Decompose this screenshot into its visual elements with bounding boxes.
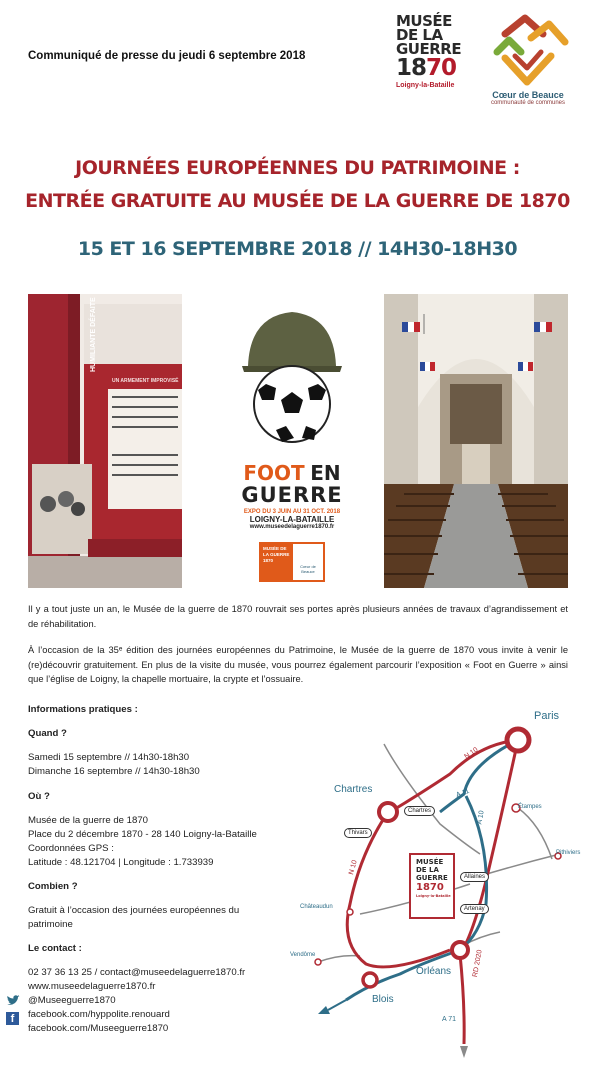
poster-mini-coeur: Cœur de Beauce	[300, 564, 316, 574]
battle-tag-allaines-label: Allaines	[464, 874, 486, 880]
map-label-pithiviers: Pithiviers	[556, 850, 581, 856]
quand-saturday: Samedi 15 septembre // 14h30-18h30	[28, 752, 190, 763]
contact-website[interactable]: www.museedelaguerre1870.fr	[28, 981, 156, 992]
facebook-link-2[interactable]: facebook.com/Museeguerre1870	[28, 1023, 169, 1034]
map-label-paris: Paris	[534, 710, 560, 722]
poster-mini-logos	[236, 542, 348, 582]
battle-tag-artenay-label: Artenay	[464, 906, 485, 912]
main-title-line1: JOURNÉES EUROPÉENNES DU PATRIMOINE :	[75, 157, 520, 179]
ou-address: Place du 2 décembre 1870 - 28 140 Loigny-la-Bataille	[28, 829, 257, 840]
church-interior-photo	[384, 294, 568, 588]
poster-mini-musee: MUSÉE DE LA GUERRE 1870	[261, 544, 293, 580]
poster-expo: EXPO DU 3 JUIN AU 31 OCT. 2018	[243, 509, 341, 515]
map-musee-logo: MUSÉE DE LA GUERRE 1870 Loigny-la-Bataille	[416, 858, 451, 898]
poster-place: LOIGNY-LA-BATAILLE	[249, 515, 335, 524]
battle-tag-thivars	[344, 828, 372, 838]
map-road-n10-left: N 10	[348, 859, 359, 876]
intro-paragraph: Il y a tout juste un an, le Musée de la guerre de 1870 rouvrait ses portes après plusieurs années de travaux d’agrandissement et de réhabilitation.	[28, 604, 568, 629]
contact-phone-email[interactable]: 02 37 36 13 25 / contact@museedelaguerre1870.fr	[28, 967, 246, 978]
map-label-etampes: Étampes	[518, 804, 542, 810]
heart-logo-icon	[485, 12, 571, 88]
combien-heading: Combien ?	[28, 881, 78, 892]
coeur-logo-sub: communauté de communes	[490, 100, 566, 106]
access-map	[290, 704, 590, 1060]
coeur-de-beauce-logo	[478, 12, 578, 116]
musee-logo-line2: DE LA	[396, 26, 443, 44]
coeur-logo-name: Cœur de Beauce	[492, 90, 564, 100]
twitter-handle[interactable]: @Museeguerre1870	[28, 995, 116, 1006]
combien-line1: Gratuit à l’occasion des journées européennes du	[28, 905, 240, 916]
ou-heading: Où ?	[28, 791, 50, 802]
map-road-a10: A 10	[476, 809, 486, 826]
map-label-orleans: Orléans	[416, 966, 452, 977]
musee-logo-year: 1870	[396, 55, 457, 81]
map-road-n10-top: N 10	[463, 746, 480, 761]
battle-tag-chartres-label: Chartres	[408, 808, 432, 814]
poster-site: www.museedelaguerre1870.fr	[249, 524, 335, 530]
event-dates: 15 ET 16 SEPTEMBRE 2018 // 14H30-18H30	[77, 238, 518, 260]
poster-title-en: EN	[310, 461, 341, 485]
battle-tag-thivars-label: Thivars	[348, 830, 368, 836]
museum-interior-photo	[28, 294, 182, 588]
ou-gps: Latitude : 48.121704 | Longitude : 1.733939	[28, 857, 214, 868]
musee-logo-line3: GUERRE	[396, 40, 462, 58]
map-label-chartres: Chartres	[334, 784, 373, 795]
poster-title-foot: FOOT	[243, 461, 305, 485]
press-release-date: Communiqué de presse du jeudi 6 septembre 2018	[28, 50, 306, 62]
musee-logo	[396, 12, 462, 110]
main-title-line2: ENTRÉE GRATUITE AU MUSÉE DE LA GUERRE DE 1870	[25, 190, 570, 212]
map-road-a71: A 71	[442, 1016, 457, 1023]
wall-text: HUMILIANTE DÉFAITE	[90, 297, 97, 372]
foot-en-guerre-poster	[236, 292, 348, 592]
ou-name: Musée de la guerre de 1870	[28, 815, 149, 826]
battle-tag-allaines	[460, 872, 489, 882]
twitter-icon	[6, 994, 20, 1006]
facebook-icon: f	[6, 1012, 19, 1025]
ou-gps-label: Coordonnées GPS :	[28, 843, 114, 854]
contact-heading: Le contact :	[28, 943, 82, 954]
map-label-blois: Blois	[372, 994, 394, 1005]
map-label-chateaudun: Châteaudun	[300, 904, 333, 910]
battle-tag-artenay	[460, 904, 489, 914]
quand-sunday: Dimanche 16 septembre // 14h30-18h30	[28, 766, 200, 777]
map-road-rd2020: RD 2020	[471, 949, 484, 978]
musee-logo-place: Loigny-la-Bataille	[396, 82, 455, 89]
musee-logo-line1: MUSÉE	[396, 12, 452, 30]
battle-tag-chartres	[404, 806, 435, 816]
combien-line2: patrimoine	[28, 919, 73, 930]
panel-text: UN ARMEMENT IMPROVISÉ	[112, 378, 179, 384]
info-heading: Informations pratiques :	[28, 704, 138, 715]
poster-title-guerre: GUERRE	[241, 483, 343, 507]
event-paragraph: À l’occasion de la 35ᵉ édition des journées européennes du Patrimoine, le Musée de la guerre de 1870 vous invite à venir le (re)découvrir gratuitement. En plus de la visite du musée, vous pourrez également parcourir l’exposition « Foot en Guerre » ainsi que l’église de Loigny, la chapelle mortuaire, la crypte et l’ossuaire.	[28, 645, 568, 684]
quand-heading: Quand ?	[28, 728, 67, 739]
facebook-link-1[interactable]: facebook.com/hyppolite.renouard	[28, 1009, 170, 1020]
map-label-vendome: Vendôme	[290, 952, 316, 958]
map-road-a11: A 11	[455, 787, 471, 800]
